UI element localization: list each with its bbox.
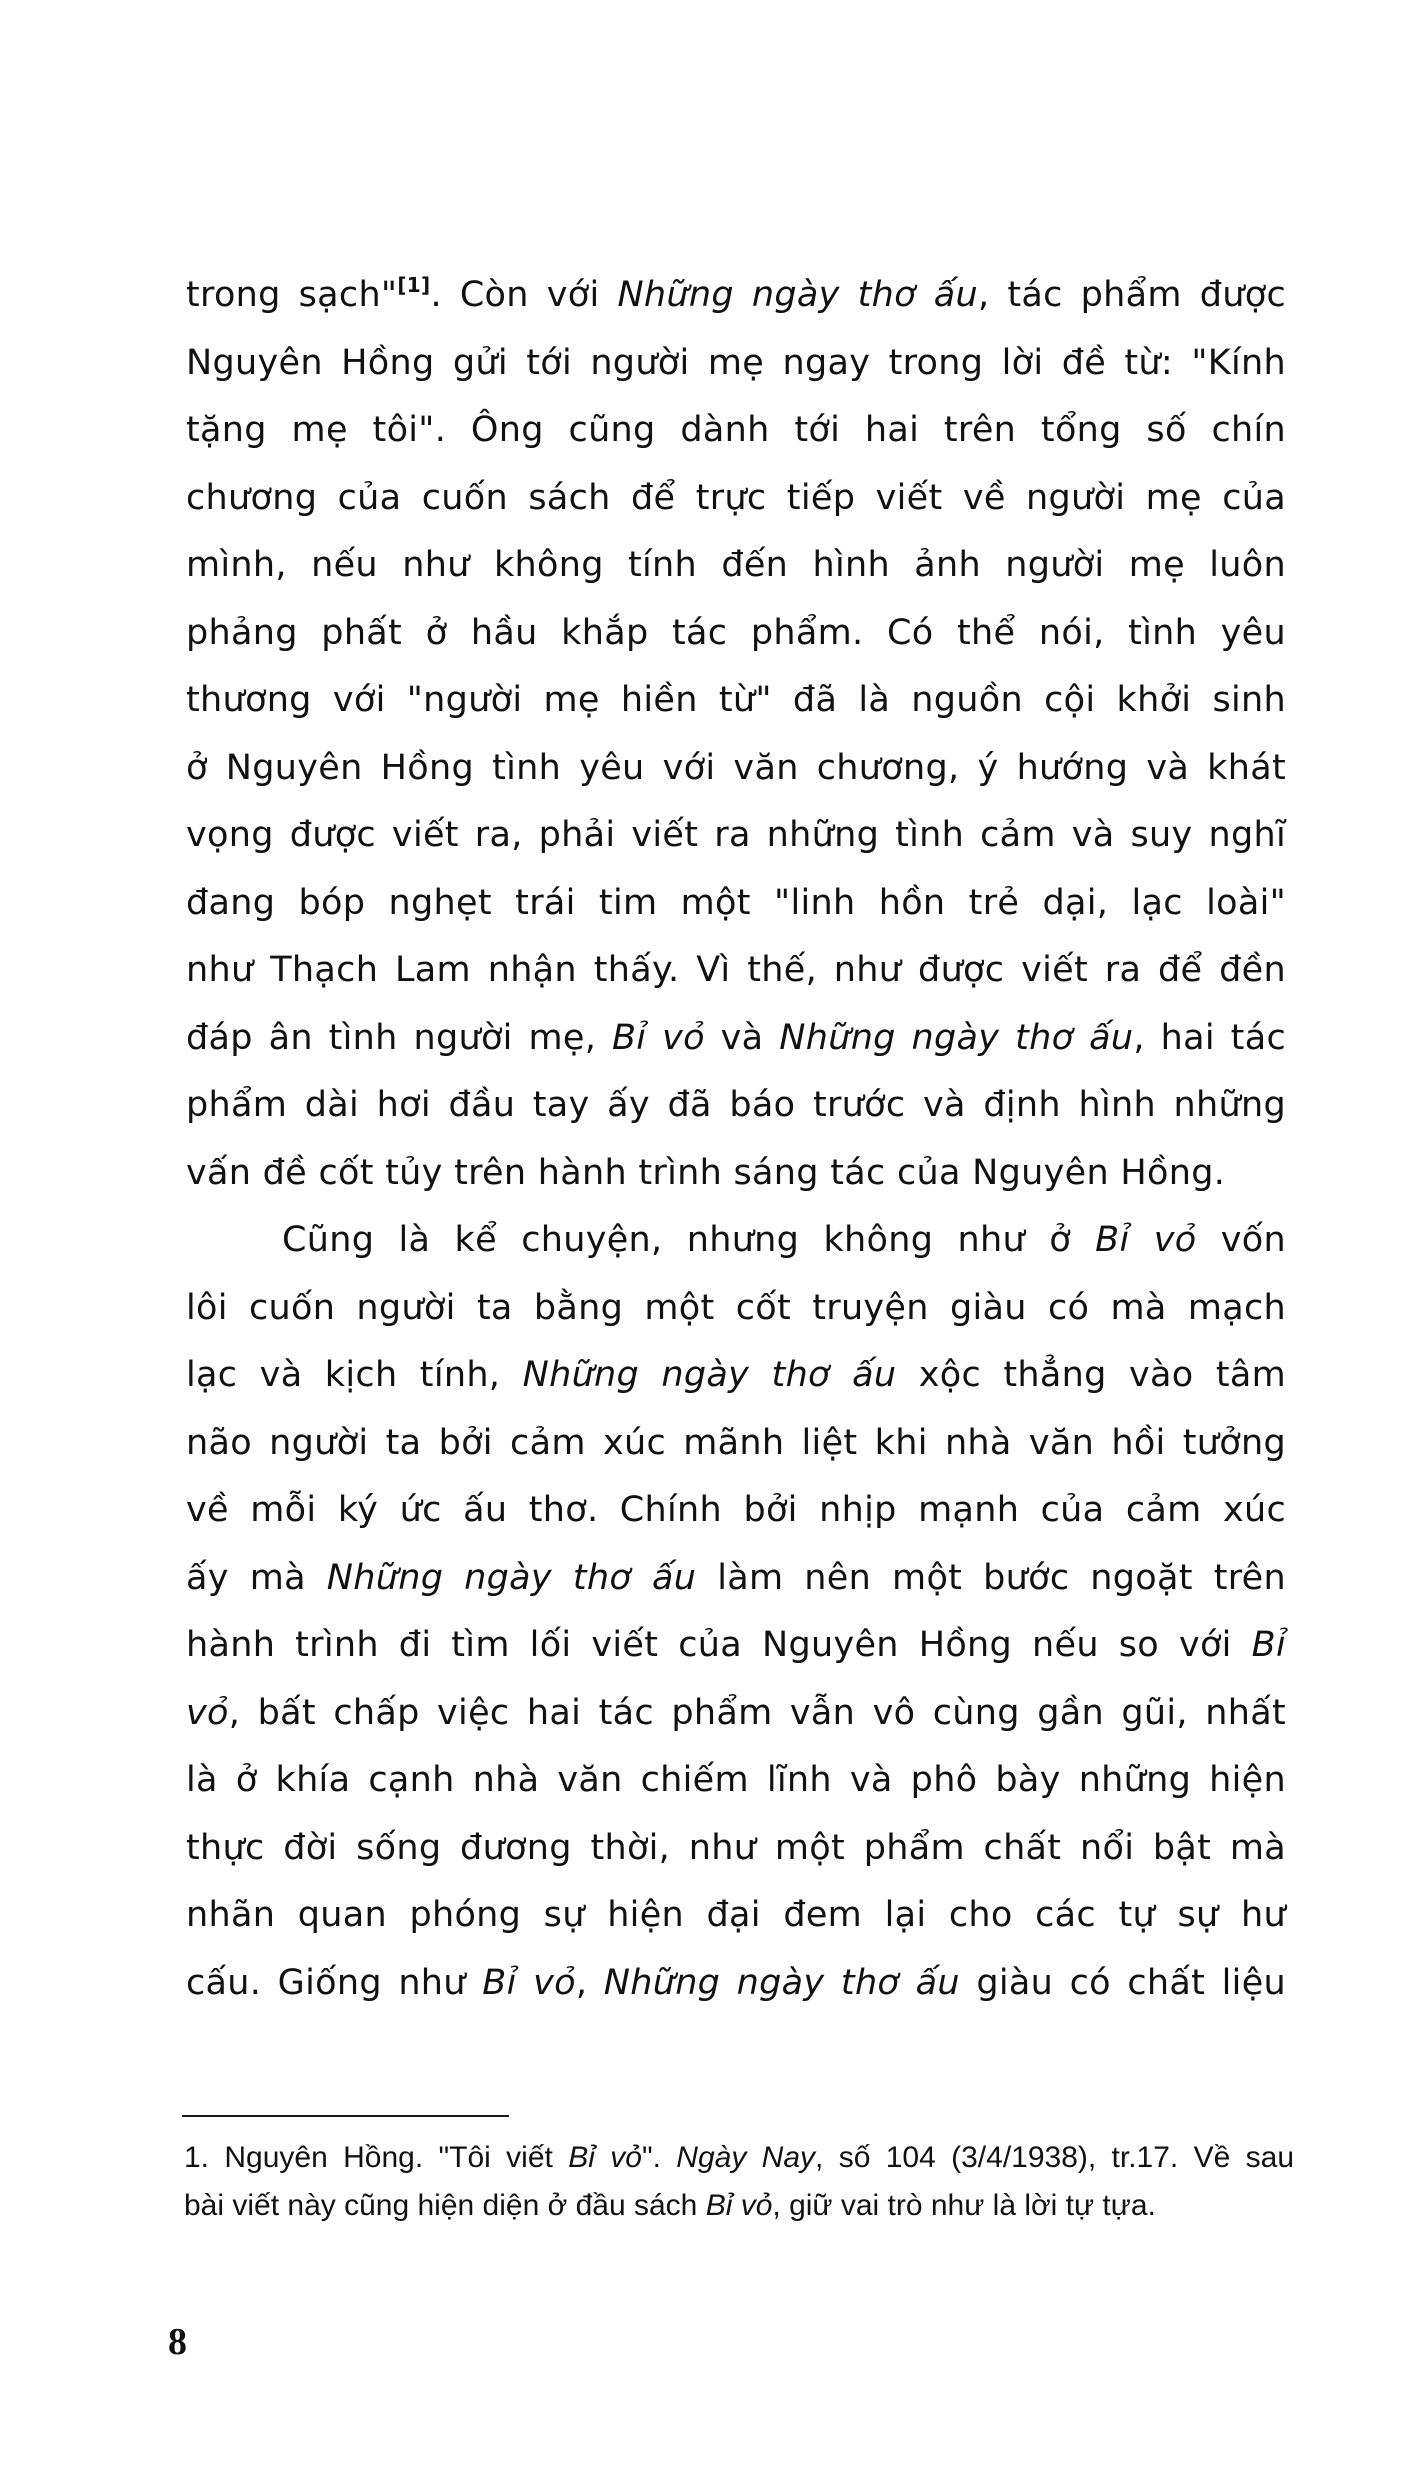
text-line: như Thạch Lam nhận thấy. Vì thế, như được viết ra để đền [186,950,1286,990]
footnote-divider [182,2115,509,2117]
text-line: lôi cuốn người ta bằng một cốt truyện giàu có mà mạch [186,1287,1286,1328]
footnote-line: bài viết này cũng hiện diện ở đầu sách Bỉ vỏ, giữ vai trò như là lời tự tựa. [184,2189,1156,2222]
text-line: ở Nguyên Hồng tình yêu với văn chương, ý hướng và khát [186,747,1286,788]
text-line: lạc và kịch tính, Những ngày thơ ấu xộc thẳng vào tâm [186,1355,1287,1395]
text-line: về mỗi ký ức ấu thơ. Chính bởi nhịp mạnh của cảm xúc [186,1490,1286,1530]
text-line: thực đời sống đương thời, như một phẩm chất nổi bật mà [186,1827,1286,1868]
text-line: mình, nếu như không tính đến hình ảnh người mẹ luôn [186,545,1286,585]
text-line: cấu. Giống như Bỉ vỏ, Những ngày thơ ấu giàu có chất liệu [186,1962,1287,2003]
text-line: trong sạch"[1]. Còn với Những ngày thơ ấu, tác phẩm được [186,273,1287,315]
text-line: hành trình đi tìm lối viết của Nguyên Hồng nếu so với Bỉ [186,1625,1286,1665]
text-line: tặng mẹ tôi". Ông cũng dành tới hai trên tổng số chín [186,410,1286,450]
footnote [184,2134,1294,2230]
text-line: đáp ân tình người mẹ, Bỉ vỏ và Những ngày thơ ấu, hai tác [186,1017,1286,1058]
footnote-line: 1. Nguyên Hồng. "Tôi viết Bỉ vỏ". Ngày Nay, số 104 (3/4/1938), tr.17. Về sau [184,2141,1295,2174]
footnote-marker: [1] [397,273,431,297]
text-line: phẩm dài hơi đầu tay ấy đã báo trước và định hình những [186,1085,1286,1125]
body-text [186,262,1286,2017]
text-line: vọng được viết ra, phải viết ra những tình cảm và suy nghĩ [186,815,1286,855]
text-line: phảng phất ở hầu khắp tác phẩm. Có thể nói, tình yêu [186,612,1286,653]
text-line: não người ta bởi cảm xúc mãnh liệt khi nhà văn hồi tưởng [186,1422,1286,1463]
text-line: Cũng là kể chuyện, nhưng không như ở Bỉ vỏ vốn [282,1220,1286,1260]
text-line: chương của cuốn sách để trực tiếp viết về người mẹ của [186,477,1286,518]
text-line: Nguyên Hồng gửi tới người mẹ ngay trong lời đề từ: "Kính [186,342,1286,383]
text-line: vỏ, bất chấp việc hai tác phẩm vẫn vô cùng gần gũi, nhất [186,1692,1286,1733]
text-line: thương với "người mẹ hiền từ" đã là nguồn cội khởi sinh [186,680,1286,720]
text-line: nhãn quan phóng sự hiện đại đem lại cho các tự sự hư [186,1895,1286,1935]
page-number: 8 [168,2321,187,2363]
text-line: vấn đề cốt tủy trên hành trình sáng tác của Nguyên Hồng. [186,1152,1226,1193]
text-line: ấy mà Những ngày thơ ấu làm nên một bước ngoặt trên [186,1557,1286,1598]
text-line: đang bóp nghẹt trái tim một "linh hồn trẻ dại, lạc loài" [186,882,1286,923]
text-line: là ở khía cạnh nhà văn chiếm lĩnh và phô bày những hiện [186,1760,1286,1800]
